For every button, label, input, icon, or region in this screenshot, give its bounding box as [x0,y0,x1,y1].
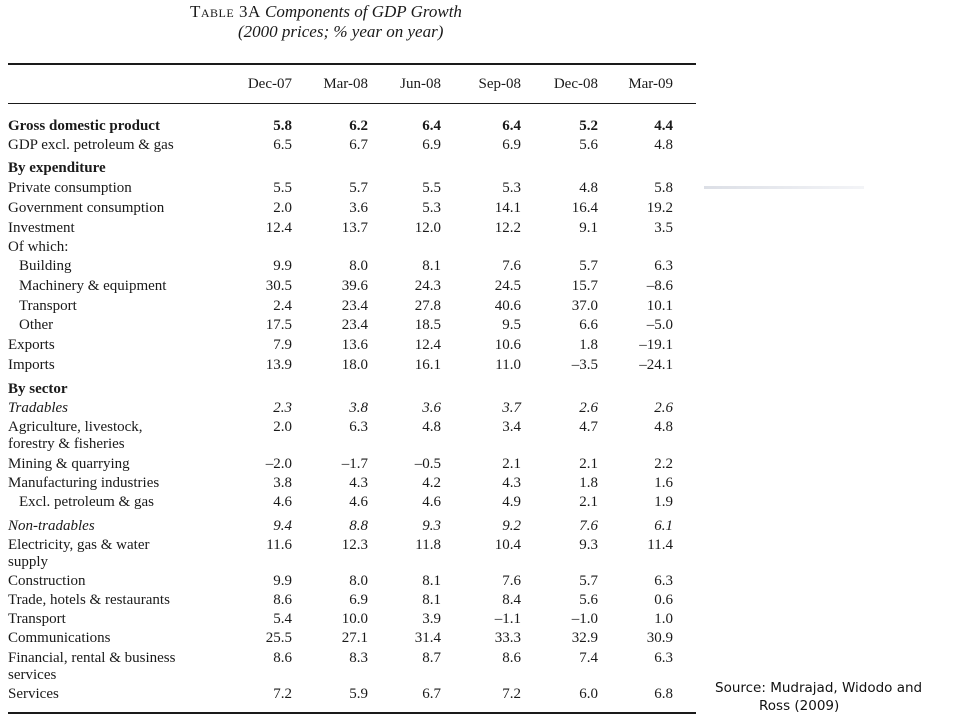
table-cell: 6.3 [349,419,368,435]
table-cell: 40.6 [494,298,521,314]
table-cell: 10.6 [494,337,521,353]
table-cell: 9.9 [273,258,292,274]
table-cell: 7.2 [273,686,292,702]
table-cell: 32.9 [571,630,598,646]
table-cell: 4.2 [422,475,441,491]
table-title [190,2,690,42]
row-label [8,475,233,492]
table-cell: 11.0 [495,357,521,373]
table-cell: 5.3 [502,180,521,196]
table-cell: –8.6 [646,278,673,294]
table-name: Components of GDP Growth [265,2,462,21]
table-cell: 1.8 [579,337,598,353]
table-cell: 3.5 [654,220,673,236]
table-cell: 27.1 [341,630,368,646]
table-cell: 30.5 [265,278,292,294]
table-cell: 12.4 [265,220,292,236]
row-label [19,278,244,295]
table-cell: 2.2 [654,456,673,472]
source-line-1: Source: Mudrajad, Widodo and [715,680,923,696]
table-cell: 2.1 [579,494,598,510]
row-label [8,137,233,154]
row-label [8,400,233,417]
table-cell: 23.4 [341,317,368,333]
table-cell: 0.6 [654,592,673,608]
row-label-line: Construction [8,573,86,589]
table-cell: 9.2 [502,518,521,534]
table-cell: 5.4 [273,611,292,627]
header-rule [8,103,696,104]
table-cell: 8.4 [502,592,521,608]
row-label-line: Other [19,317,54,333]
row-label-line: Investment [8,220,75,236]
table-cell: 11.4 [647,537,673,553]
table-cell: 23.4 [341,298,368,314]
table-cell: 9.3 [579,537,598,553]
table-cell: 6.9 [422,137,441,153]
table-cell: 3.7 [502,400,521,416]
table-cell: 5.6 [579,592,598,608]
table-cell: 8.3 [349,650,368,666]
row-label [19,317,244,334]
table-cell: 4.3 [502,475,521,491]
column-header: Mar-09 [628,76,673,92]
table-cell: 6.7 [422,686,441,702]
table-cell: 39.6 [341,278,368,294]
table-cell: 8.6 [273,650,292,666]
row-label [19,494,244,511]
table-cell: 6.3 [654,650,673,666]
row-label-line: forestry & fisheries [8,436,125,452]
table-cell: 6.3 [654,258,673,274]
table-cell: 9.3 [422,518,441,534]
table-cell: 5.9 [349,686,368,702]
table-cell: 12.0 [414,220,441,236]
table-cell: –1.1 [494,611,521,627]
table-cell: 6.7 [349,137,368,153]
table-cell: 33.3 [494,630,521,646]
table-cell: 5.8 [273,118,292,134]
row-label-line: Transport [19,298,77,314]
source-line-2: Ross (2009) [759,698,840,714]
row-label-line: Electricity, gas & water [8,537,150,553]
table-cell: 3.8 [273,475,292,491]
row-label-line: Communications [8,630,111,646]
table-cell: 8.0 [349,258,368,274]
table-cell: 6.9 [502,137,521,153]
row-label [8,220,233,237]
table-cell: 2.0 [273,200,292,216]
row-label-line: Mining & quarrying [8,456,130,472]
column-header: Dec-07 [247,76,292,92]
table-cell: 2.4 [273,298,292,314]
table-cell: 5.5 [273,180,292,196]
table-cell: 5.2 [579,118,598,134]
table-cell: 10.4 [494,537,521,553]
row-label [8,518,233,535]
column-header: Dec-08 [553,76,598,92]
table-cell: 2.3 [273,400,292,416]
table-cell: 5.5 [422,180,441,196]
table-cell: –2.0 [265,456,292,472]
table-cell: 24.3 [414,278,441,294]
row-label-line: Gross domestic product [8,118,160,134]
row-label-line: Machinery & equipment [19,278,167,294]
table-label: Table 3A [190,2,261,21]
table-cell: 11.8 [415,537,441,553]
row-label [8,650,233,684]
table-cell: 18.5 [414,317,441,333]
row-label [8,611,233,628]
table-cell: 25.5 [265,630,292,646]
table-cell: 31.4 [414,630,441,646]
table-cell: 5.7 [579,258,598,274]
table-cell: 5.6 [579,137,598,153]
table-cell: 7.6 [502,258,521,274]
column-headers [8,76,696,96]
table-cell: 10.1 [646,298,673,314]
table-cell: 6.2 [349,118,368,134]
row-label-line: Excl. petroleum & gas [19,494,154,510]
table-cell: 16.1 [414,357,441,373]
row-label-line: Imports [8,357,55,373]
table-cell: –1.7 [341,456,368,472]
row-label [8,630,233,647]
row-label [8,456,233,473]
table-cell: 8.6 [502,650,521,666]
table-cell: –24.1 [639,357,673,373]
table-cell: 1.8 [579,475,598,491]
row-label-line: services [8,667,57,683]
table-cell: 14.1 [494,200,521,216]
table-cell: 9.1 [579,220,598,236]
row-label [8,118,233,135]
table-cell: 8.8 [349,518,368,534]
table-cell: 16.4 [571,200,598,216]
table-cell: 7.6 [579,518,598,534]
table-cell: 8.0 [349,573,368,589]
table-cell: 3.6 [349,200,368,216]
table-cell: –1.0 [571,611,598,627]
table-cell: 5.7 [349,180,368,196]
table-cell: 5.8 [654,180,673,196]
table-cell: 1.9 [654,494,673,510]
row-label [8,592,233,609]
bottom-rule [8,712,696,714]
table-cell: 13.7 [341,220,368,236]
table-cell: 7.9 [273,337,292,353]
table-cell: 12.4 [414,337,441,353]
table-cell: 6.1 [654,518,673,534]
table-cell: 5.7 [579,573,598,589]
source-note [715,679,955,715]
table-cell: –5.0 [646,317,673,333]
row-label-line: Agriculture, livestock, [8,419,143,435]
row-label-line: GDP excl. petroleum & gas [8,137,174,153]
row-label [8,180,233,197]
column-header: Mar-08 [323,76,368,92]
row-label [19,258,244,275]
table-cell: 24.5 [494,278,521,294]
row-label [8,239,233,256]
table-cell: 7.4 [579,650,598,666]
row-label-line: Services [8,686,59,702]
table-cell: 9.9 [273,573,292,589]
row-label [8,160,233,177]
table-cell: 4.6 [422,494,441,510]
table-cell: 2.0 [273,419,292,435]
table-cell: 10.0 [341,611,368,627]
row-label-line: Manufacturing industries [8,475,160,491]
table-cell: 4.3 [349,475,368,491]
row-label-line: Transport [8,611,66,627]
row-label-line: Government consumption [8,200,165,216]
table-cell: 30.9 [646,630,673,646]
table-cell: 4.8 [422,419,441,435]
table-cell: 6.8 [654,686,673,702]
row-label-line: Private consumption [8,180,132,196]
table-cell: 6.4 [502,118,521,134]
table-cell: 7.6 [502,573,521,589]
row-label-line: Tradables [8,400,69,416]
table-cell: 4.6 [349,494,368,510]
table-cell: 8.7 [422,650,441,666]
row-label-line: supply [8,554,49,570]
row-label-line: Financial, rental & business [8,650,176,666]
table-cell: –0.5 [414,456,441,472]
table-cell: 9.4 [273,518,292,534]
table-cell: 4.8 [579,180,598,196]
table-cell: 8.1 [422,592,441,608]
table-subtitle: (2000 prices; % year on year) [238,22,444,41]
table-cell: 5.3 [422,200,441,216]
table-cell: 3.6 [422,400,441,416]
table-cell: 13.6 [341,337,368,353]
table-cell: 12.2 [494,220,521,236]
row-label-line: Exports [8,337,55,353]
top-rule [8,63,696,65]
table-cell: 8.1 [422,258,441,274]
row-label [8,200,233,217]
row-label [8,419,233,453]
table-cell: 4.8 [654,419,673,435]
table-cell: 4.6 [273,494,292,510]
table-cell: 4.9 [502,494,521,510]
row-label [8,686,233,703]
table-cell: 2.6 [579,400,598,416]
row-label-line: By expenditure [8,160,106,176]
table-cell: 11.6 [266,537,292,553]
row-label [8,381,233,398]
table-cell: –19.1 [639,337,673,353]
table-cell: 12.3 [341,537,368,553]
row-label [8,573,233,590]
table-cell: –3.5 [571,357,598,373]
table-cell: 8.6 [273,592,292,608]
table-cell: 17.5 [265,317,292,333]
table-cell: 15.7 [571,278,598,294]
table-cell: 7.2 [502,686,521,702]
table-cell: 27.8 [414,298,441,314]
table-cell: 2.1 [579,456,598,472]
row-label-line: Trade, hotels & restaurants [8,592,170,608]
table-cell: 4.8 [654,137,673,153]
faint-divider [704,186,864,189]
table-cell: 4.4 [654,118,673,134]
table-cell: 9.5 [502,317,521,333]
table-cell: 6.3 [654,573,673,589]
table-cell: 19.2 [646,200,673,216]
row-label-line: Building [19,258,72,274]
table-cell: 4.7 [579,419,598,435]
table-cell: 6.6 [579,317,598,333]
row-label [8,337,233,354]
table-cell: 3.9 [422,611,441,627]
row-label-line: Non-tradables [8,518,95,534]
column-header: Sep-08 [478,76,521,92]
row-label [8,357,233,374]
table-cell: 8.1 [422,573,441,589]
row-label-line: Of which: [8,239,69,255]
row-label [8,537,233,571]
table-cell: 13.9 [265,357,292,373]
table-cell: 6.5 [273,137,292,153]
table-cell: 6.4 [422,118,441,134]
table-cell: 2.1 [502,456,521,472]
table-cell: 37.0 [571,298,598,314]
table-cell: 18.0 [341,357,368,373]
table-cell: 6.9 [349,592,368,608]
table-cell: 3.8 [349,400,368,416]
table-cell: 1.0 [654,611,673,627]
column-header: Jun-08 [400,76,441,92]
table-cell: 3.4 [502,419,521,435]
table-cell: 1.6 [654,475,673,491]
table-cell: 2.6 [654,400,673,416]
row-label [19,298,244,315]
row-label-line: By sector [8,381,68,397]
table-cell: 6.0 [579,686,598,702]
